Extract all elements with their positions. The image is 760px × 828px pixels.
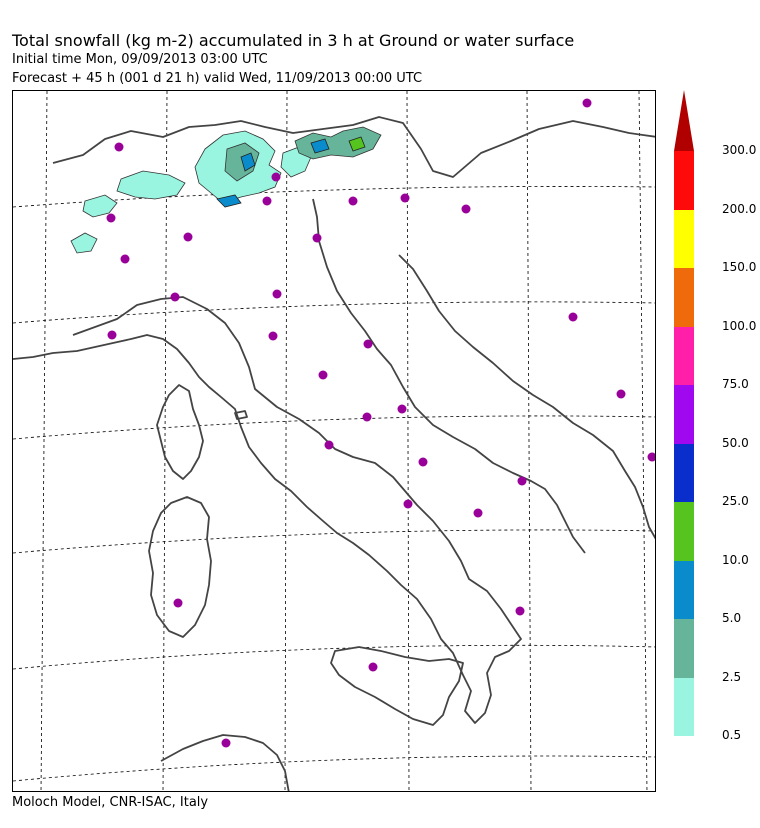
color-scale-label: 50.0 (722, 435, 749, 450)
parallel-line (13, 756, 656, 781)
city-marker (313, 234, 322, 243)
forecast-valid-time: Forecast + 45 h (001 d 21 h) valid Wed, 11/09/2013 00:00 UTC (12, 71, 423, 86)
color-scale-cell (674, 268, 694, 327)
color-scale-cell (674, 502, 694, 561)
city-marker (184, 233, 193, 242)
map-frame (12, 90, 656, 792)
city-marker (108, 331, 117, 340)
meridian-line (285, 91, 287, 792)
color-scale-label: 2.5 (722, 669, 742, 684)
initial-time: Initial time Mon, 09/09/2013 03:00 UTC (12, 52, 268, 67)
color-scale-bar (674, 90, 694, 736)
city-marker (349, 197, 358, 206)
map-canvas (13, 91, 656, 792)
color-scale-label: 10.0 (722, 552, 749, 567)
parallel-line (13, 645, 656, 669)
color-scale-label: 25.0 (722, 494, 749, 508)
city-marker (404, 500, 413, 509)
city-marker (516, 607, 525, 616)
city-marker (171, 293, 180, 302)
city-marker (121, 255, 130, 264)
parallel-line (13, 530, 656, 553)
adriatic-coast (313, 199, 585, 553)
corsica-coast (157, 385, 203, 479)
city-marker (401, 194, 410, 203)
city-marker (648, 453, 657, 462)
city-marker (569, 313, 578, 322)
meridian-line (527, 91, 531, 792)
model-credit: Moloch Model, CNR-ISAC, Italy (12, 795, 209, 810)
color-scale-cell (674, 444, 694, 503)
city-marker (617, 390, 626, 399)
color-scale-label: 300.0 (722, 143, 757, 157)
sicily-coast (331, 647, 463, 725)
city-marker (583, 99, 592, 108)
parallel-line (13, 416, 656, 439)
city-marker (107, 214, 116, 223)
city-marker (269, 332, 278, 341)
snow-area-light (71, 233, 97, 253)
city-marker (325, 441, 334, 450)
color-scale-cell (674, 327, 694, 386)
color-scale-cell (674, 210, 694, 269)
meridian-line (639, 91, 647, 792)
city-marker (369, 663, 378, 672)
city-marker (364, 340, 373, 349)
balkan-coast (399, 255, 656, 541)
color-scale-label: 0.5 (722, 728, 742, 742)
sardinia-coast (149, 497, 211, 637)
city-marker (518, 477, 527, 486)
city-marker (419, 458, 428, 467)
color-scale-cell (674, 678, 694, 737)
meridian-line (41, 91, 47, 792)
color-scale-arrow (674, 90, 694, 152)
city-marker (398, 405, 407, 414)
color-scale-label: 200.0 (722, 201, 757, 216)
color-scale-cell (674, 151, 694, 210)
parallel-line (13, 302, 656, 323)
color-scale-cell (674, 385, 694, 444)
city-marker (474, 509, 483, 518)
color-scale-cell (674, 619, 694, 678)
color-scale-label: 75.0 (722, 377, 749, 391)
city-marker (263, 197, 272, 206)
city-marker (222, 739, 231, 748)
map-title: Total snowfall (kg m-2) accumulated in 3 h at Ground or water surface (12, 31, 575, 50)
color-scale-cell (674, 561, 694, 620)
color-scale-label: 150.0 (722, 260, 757, 274)
city-marker (273, 290, 282, 299)
color-scale-label: 100.0 (722, 318, 757, 333)
lat-lon-grid (13, 91, 656, 792)
snow-area-light (117, 171, 185, 199)
city-marker (115, 143, 124, 152)
city-marker (319, 371, 328, 380)
color-scale-label: 5.0 (722, 611, 742, 625)
city-marker (462, 205, 471, 214)
city-marker (363, 413, 372, 422)
city-marker (174, 599, 183, 608)
city-marker (272, 173, 281, 182)
